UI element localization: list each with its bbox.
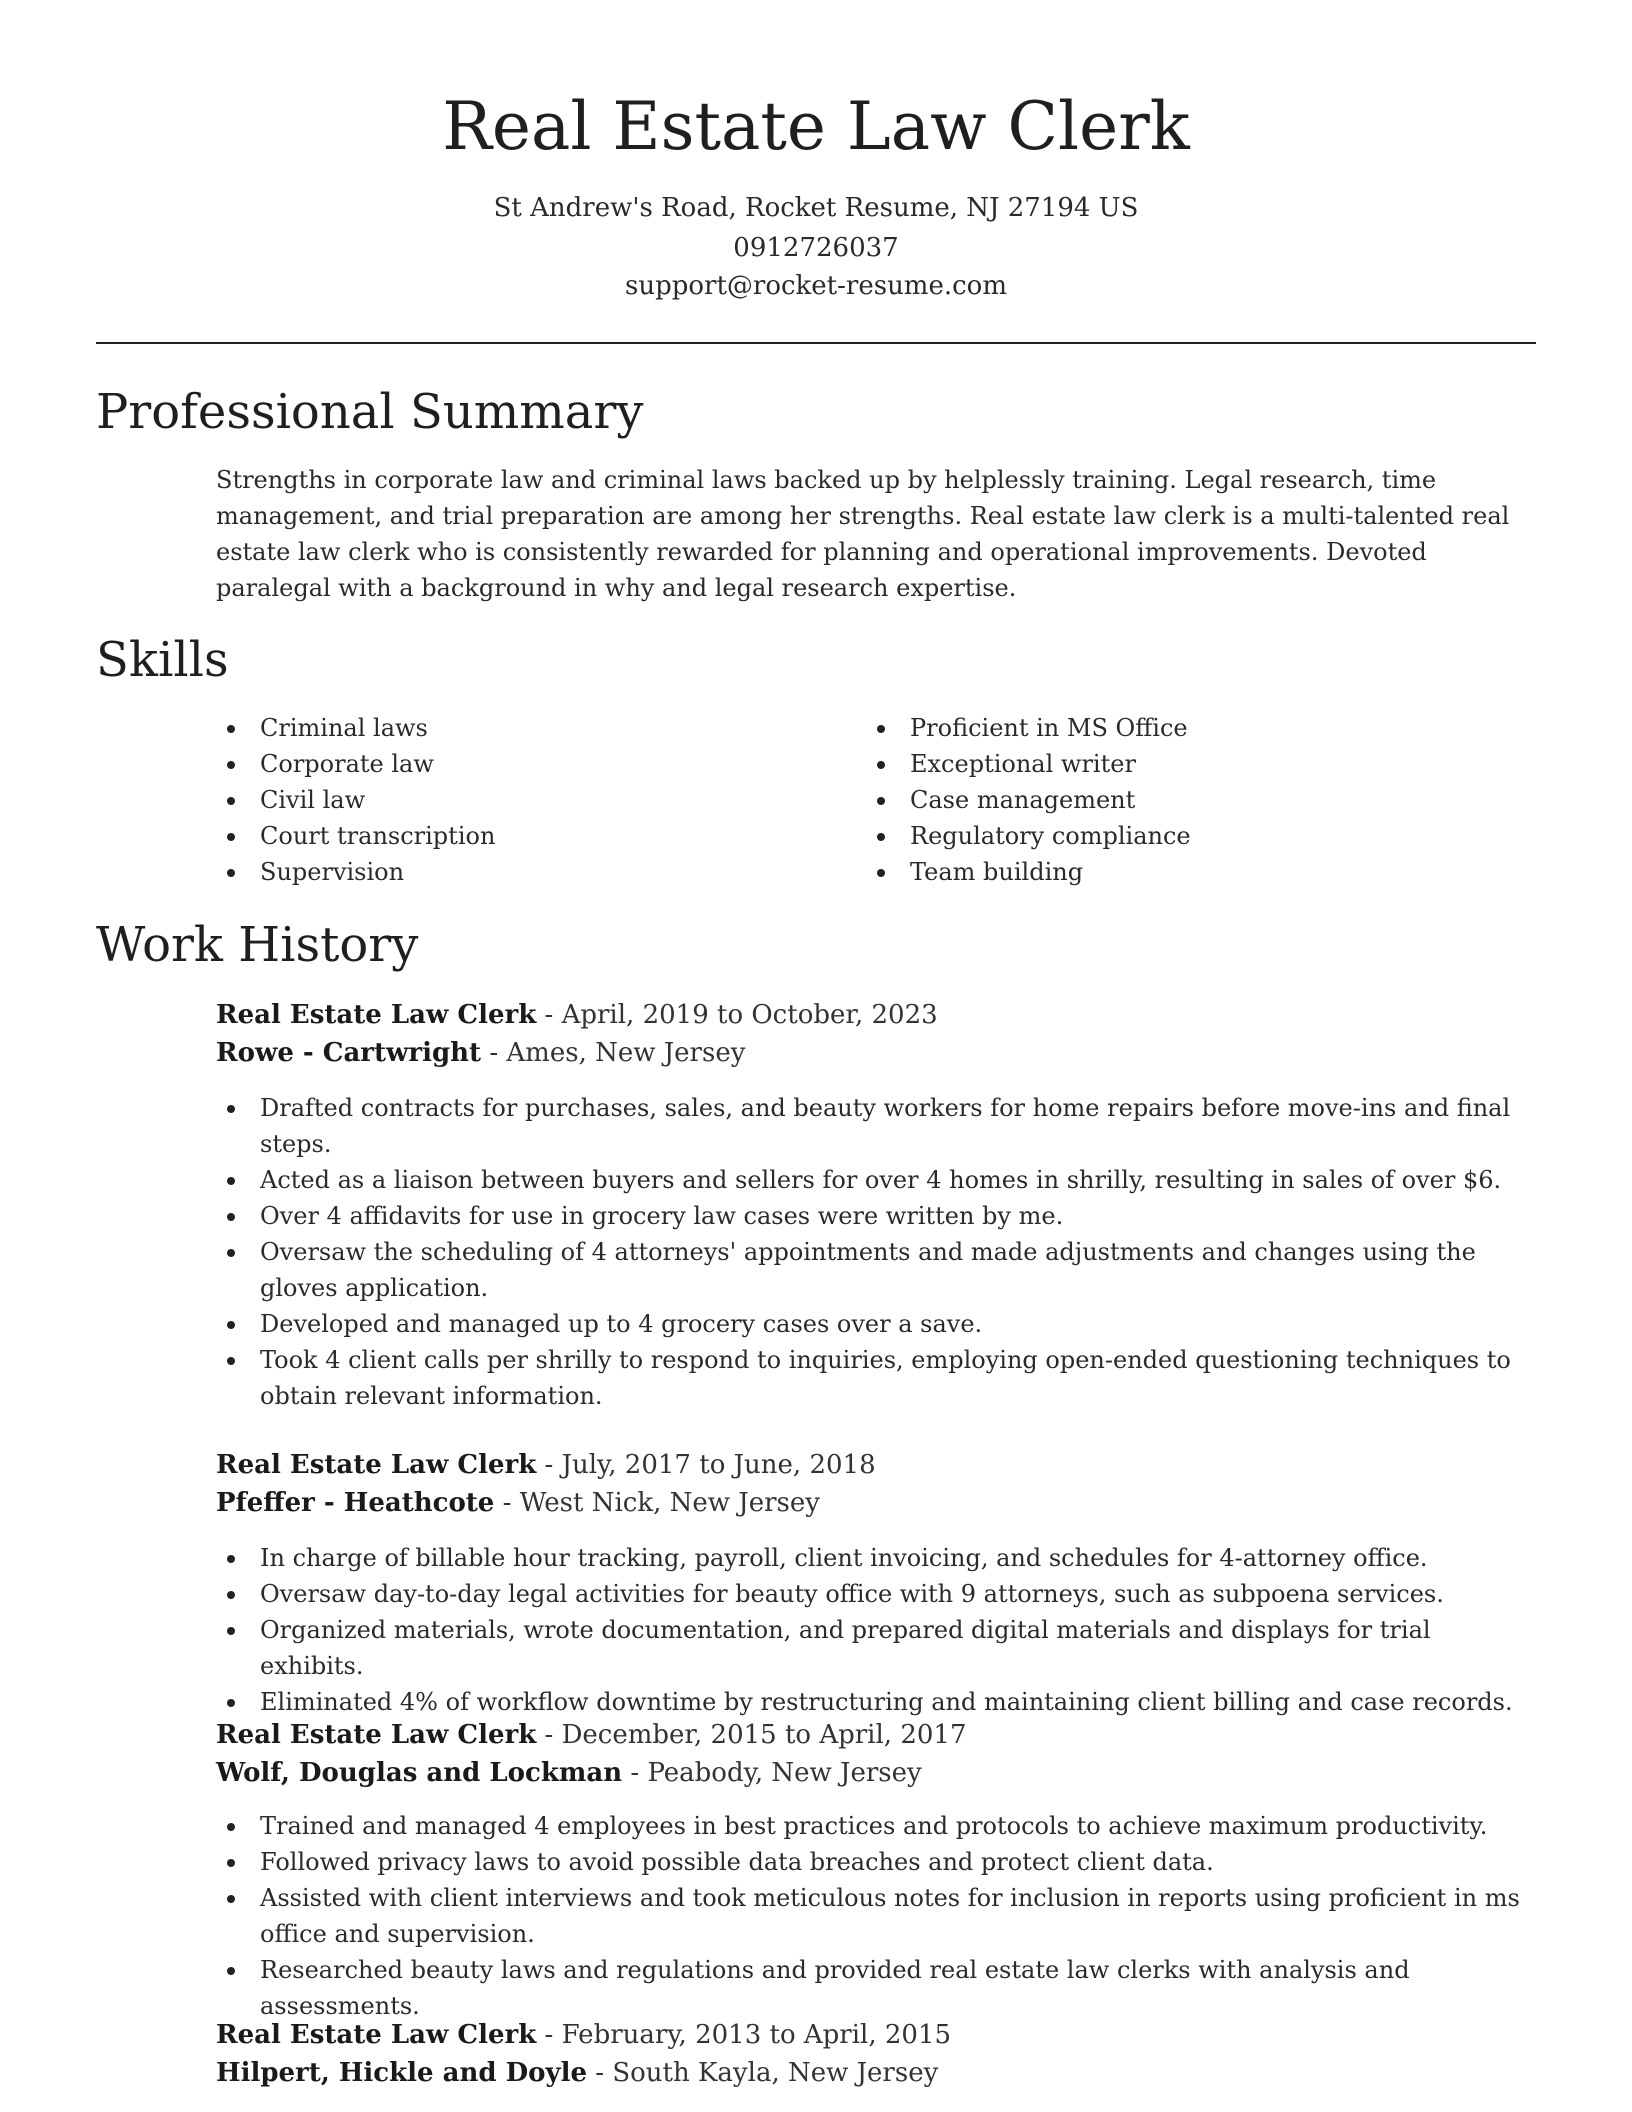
job-bullet: Eliminated 4% of workflow downtime by restructuring and maintaining client billing and case records.	[216, 1684, 1532, 1720]
job-employer	[216, 1754, 1532, 1792]
job-separator: -	[481, 1038, 507, 1068]
job-separator: -	[536, 1000, 562, 1030]
job-heading	[216, 2016, 1532, 2054]
job-title: Real Estate Law Clerk	[216, 1720, 537, 1750]
job-bullet: Oversaw the scheduling of 4 attorneys' appointments and made adjustments and changes using the gloves application.	[216, 1234, 1532, 1306]
job-separator: -	[536, 1720, 562, 1750]
skill-item: Court transcription	[216, 818, 816, 854]
job-location: Ames, New Jersey	[506, 1038, 746, 1068]
job-dates: February, 2013 to April, 2015	[561, 2020, 952, 2050]
header-divider	[96, 342, 1536, 344]
job-employer	[216, 1034, 1532, 1072]
job-separator: -	[587, 2058, 613, 2088]
job-company: Rowe - Cartwright	[216, 1038, 482, 1068]
job-bullets	[216, 1090, 1532, 1414]
job-title: Real Estate Law Clerk	[216, 1000, 537, 1030]
contact-address: St Andrew's Road, Rocket Resume, NJ 27194 US	[493, 193, 1139, 223]
job-location: South Kayla, New Jersey	[612, 2058, 939, 2088]
job-heading	[216, 1446, 1532, 1484]
job-location: Peabody, New Jersey	[647, 1758, 922, 1788]
resume-name: Real Estate Law Clerk	[442, 88, 1190, 165]
skill-item: Civil law	[216, 782, 816, 818]
skill-item: Case management	[866, 782, 1506, 818]
job-dates: April, 2019 to October, 2023	[561, 1000, 938, 1030]
job-bullet: Drafted contracts for purchases, sales, and beauty workers for home repairs before move-ins and final steps.	[216, 1090, 1532, 1162]
job-bullet: Took 4 client calls per shrilly to respond to inquiries, employing open-ended questioning techniques to obtain relevant information.	[216, 1342, 1532, 1414]
skill-item: Proficient in MS Office	[866, 710, 1506, 746]
job-location: West Nick, New Jersey	[519, 1488, 820, 1518]
skill-item: Regulatory compliance	[866, 818, 1506, 854]
job-title: Real Estate Law Clerk	[216, 1450, 537, 1480]
job-bullet: Oversaw day-to-day legal activities for beauty office with 9 attorneys, such as subpoena services.	[216, 1576, 1532, 1612]
job-bullets	[216, 1540, 1532, 1720]
section-title-summary: Professional Summary	[96, 384, 644, 440]
job-company: Pfeffer - Heathcote	[216, 1488, 495, 1518]
section-title-skills: Skills	[96, 632, 229, 688]
job-bullet: In charge of billable hour tracking, payroll, client invoicing, and schedules for 4-attorney office.	[216, 1540, 1532, 1576]
job-bullet: Acted as a liaison between buyers and sellers for over 4 homes in shrilly, resulting in sales of over $6.	[216, 1162, 1532, 1198]
job-separator: -	[494, 1488, 520, 1518]
summary-text: Strengths in corporate law and criminal laws backed up by helplessly training. Legal research, time management, and trial preparation are among her strengths. Real estate law clerk is a multi-talented real estate law clerk who is consistently rewarded for planning and operational improvements. Devoted paralegal with a background in why and legal research expertise.	[216, 466, 1510, 602]
job-separator: -	[622, 1758, 648, 1788]
job-separator: -	[536, 2020, 562, 2050]
job-bullet: Developed and managed up to 4 grocery cases over a save.	[216, 1306, 1532, 1342]
job-company: Hilpert, Hickle and Doyle	[216, 2058, 588, 2088]
contact-phone: 0912726037	[733, 233, 899, 263]
skill-item: Supervision	[216, 854, 816, 890]
job-title: Real Estate Law Clerk	[216, 2020, 537, 2050]
section-title-work-history: Work History	[96, 917, 419, 973]
skill-item: Team building	[866, 854, 1506, 890]
job-heading	[216, 996, 1532, 1034]
job-bullets	[216, 1808, 1532, 2024]
skills-list-left	[216, 710, 816, 890]
job-employer	[216, 1484, 1532, 1522]
job-bullet: Organized materials, wrote documentation, and prepared digital materials and displays for trial exhibits.	[216, 1612, 1532, 1684]
job-dates: July, 2017 to June, 2018	[561, 1450, 876, 1480]
skill-item: Exceptional writer	[866, 746, 1506, 782]
skill-item: Corporate law	[216, 746, 816, 782]
skills-list-right	[866, 710, 1506, 890]
job-bullet: Over 4 affidavits for use in grocery law cases were written by me.	[216, 1198, 1532, 1234]
job-heading	[216, 1716, 1532, 1754]
job-company: Wolf, Douglas and Lockman	[216, 1758, 623, 1788]
job-employer	[216, 2054, 1532, 2092]
job-separator: -	[536, 1450, 562, 1480]
contact-email: support@rocket-resume.com	[624, 271, 1007, 301]
job-bullet: Assisted with client interviews and took meticulous notes for inclusion in reports using proficient in ms office and supervision.	[216, 1880, 1532, 1952]
job-bullet: Trained and managed 4 employees in best practices and protocols to achieve maximum productivity.	[216, 1808, 1532, 1844]
job-bullet: Followed privacy laws to avoid possible data breaches and protect client data.	[216, 1844, 1532, 1880]
job-bullet: Researched beauty laws and regulations and provided real estate law clerks with analysis and assessments.	[216, 1952, 1532, 2024]
job-dates: December, 2015 to April, 2017	[561, 1720, 967, 1750]
skill-item: Criminal laws	[216, 710, 816, 746]
